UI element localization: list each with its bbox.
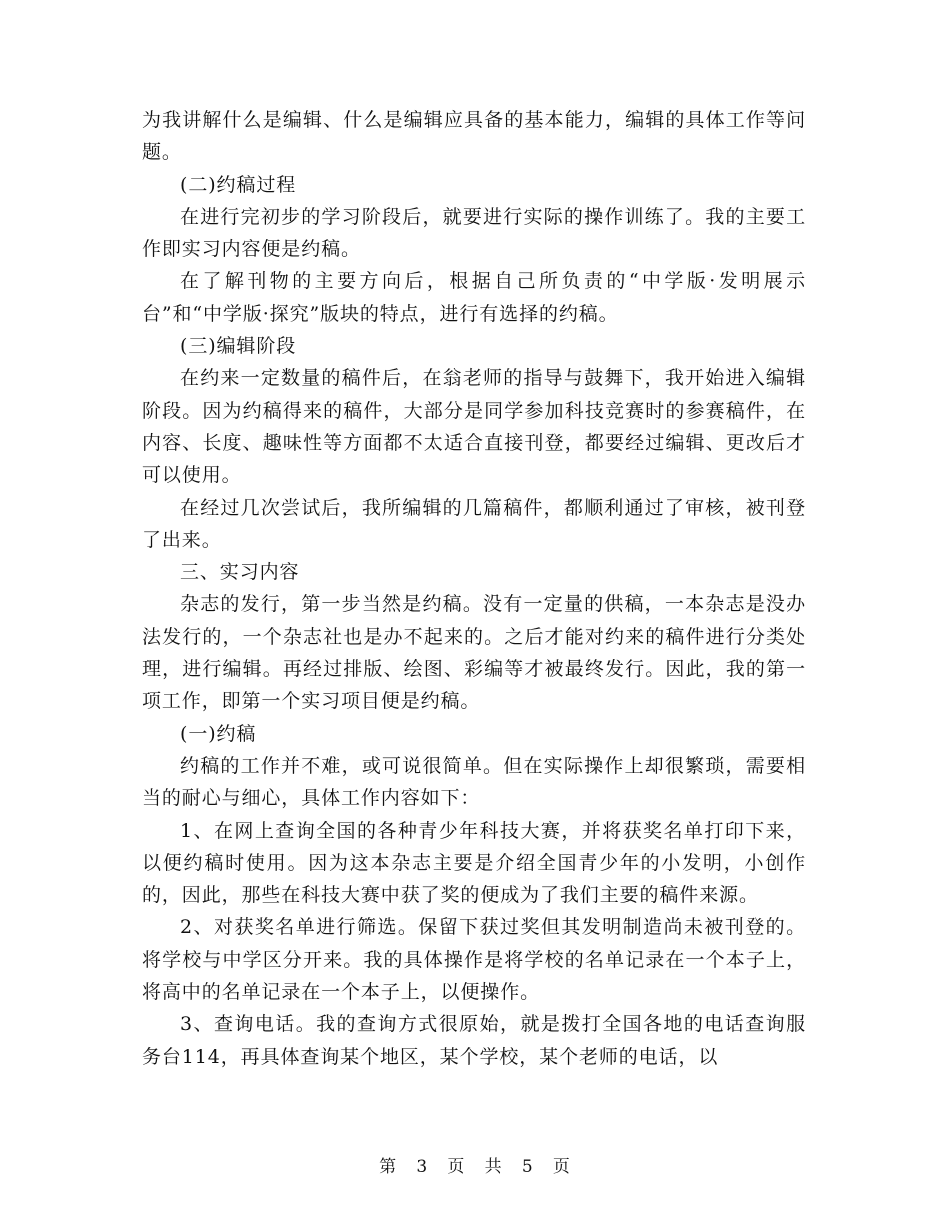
page-footer	[0, 1152, 950, 1177]
footer-label-page-unit: 页	[447, 1157, 466, 1177]
list-item: 2、对获奖名单进行筛选。保留下获过奖但其发明制造尚未被刊登的。将学校与中学区分开来。我的具体操作是将学校的名单记录在一个本子上，将高中的名单记录在一个本子上，以便操作。	[142, 916, 806, 1004]
paragraph: 在了解刊物的主要方向后，根据自己所负责的“中学版·发明展示台”和“中学版·探究”版块的特点，进行有选择的约稿。	[142, 270, 806, 325]
document-body	[142, 104, 806, 1073]
footer-label-total: 共	[484, 1157, 503, 1177]
footer-label-total-unit: 页	[552, 1157, 571, 1177]
paragraph: 杂志的发行，第一步当然是约稿。没有一定量的供稿，一本杂志是没办法发行的，一个杂志社也是办不起来的。之后才能对约来的稿件进行分类处理，进行编辑。再经过排版、绘图、彩编等才被最终发行。因此，我的第一项工作，即第一个实习项目便是约稿。	[142, 593, 806, 713]
section-heading: (一)约稿	[180, 722, 257, 745]
list-item: 3、查询电话。我的查询方式很原始，就是拨打全国各地的电话查询服务台114，再具体查询某个地区，某个学校，某个老师的电话，以	[142, 1013, 806, 1068]
paragraph: 为我讲解什么是编辑、什么是编辑应具备的基本能力，编辑的具体工作等问题。	[142, 109, 806, 164]
list-item: 1、在网上查询全国的各种青少年科技大赛，并将获奖名单打印下来，以便约稿时使用。因为这本杂志主要是介绍全国青少年的小发明，小创作的，因此，那些在科技大赛中获了奖的便成为了我们主要的稿件来源。	[142, 819, 806, 907]
paragraph: 在进行完初步的学习阶段后，就要进行实际的操作训练了。我的主要工作即实习内容便是约稿。	[142, 205, 806, 261]
paragraph: 在经过几次尝试后，我所编辑的几篇稿件，都顺利通过了审核，被刊登了出来。	[142, 496, 806, 551]
section-heading: 三、实习内容	[180, 561, 300, 584]
footer-label-page: 第	[379, 1157, 398, 1177]
footer-current-page: 3	[416, 1157, 429, 1177]
section-heading: (三)编辑阶段	[180, 335, 297, 358]
paragraph: 约稿的工作并不难，或可说很简单。但在实际操作上却很繁琐，需要相当的耐心与细心，具体工作内容如下：	[142, 754, 806, 810]
footer-total-pages: 5	[521, 1157, 534, 1177]
paragraph: 在约来一定数量的稿件后，在翁老师的指导与鼓舞下，我开始进入编辑阶段。因为约稿得来的稿件，大部分是同学参加科技竞赛时的参赛稿件，在内容、长度、趣味性等方面都不太适合直接刊登，都要经过编辑、更改后才可以使用。	[142, 367, 806, 487]
section-heading: (二)约稿过程	[180, 173, 297, 196]
